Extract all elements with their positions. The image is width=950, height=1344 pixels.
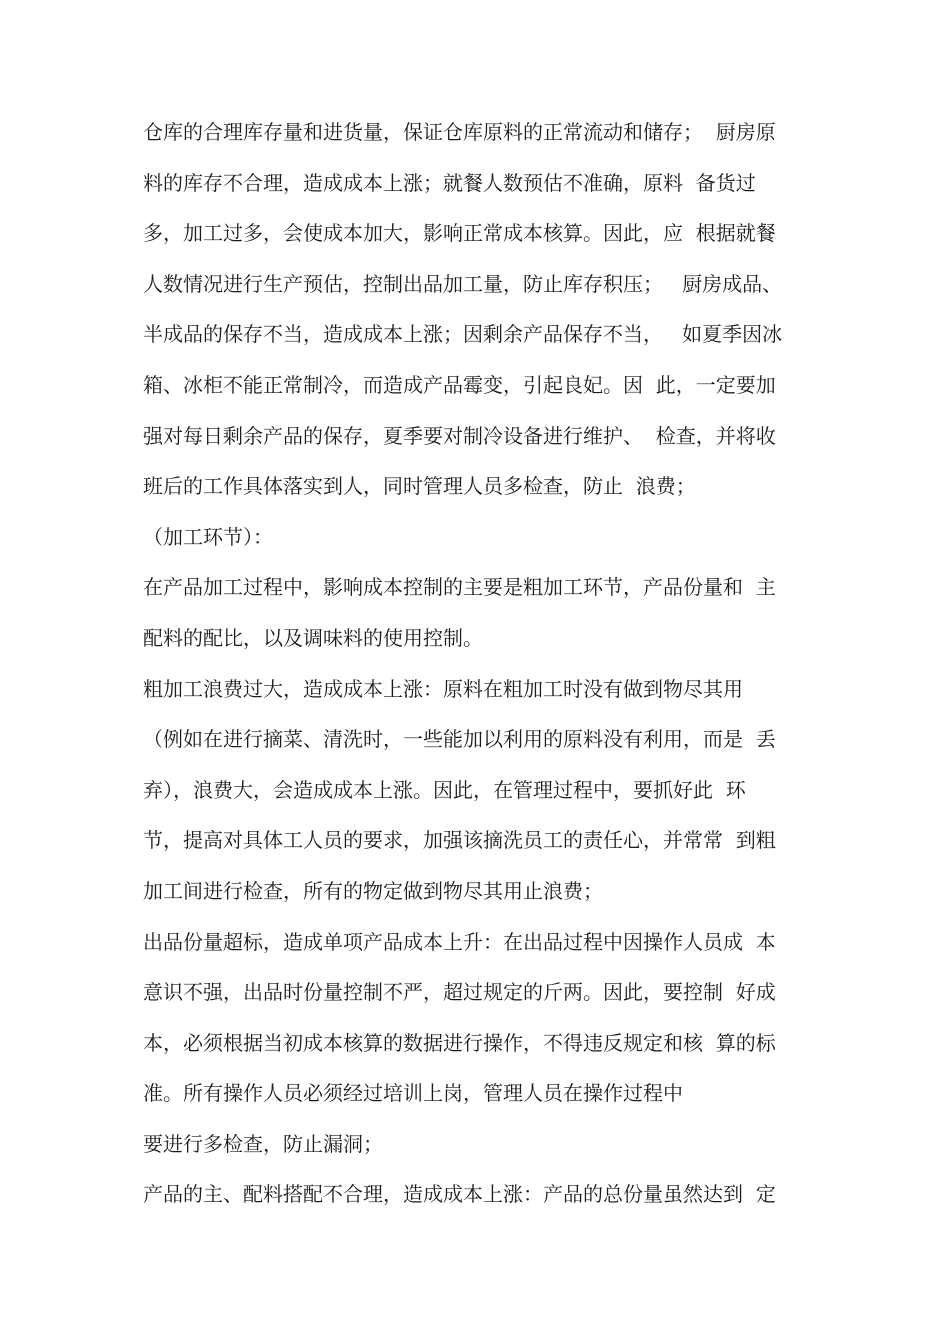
- text-line: 料的库存不合理，造成成本上涨；就餐人数预估不准确，原料 备货过: [143, 170, 756, 195]
- text-line: 弃），浪费大，会造成成本上涨。因此，在管理过程中，要抓好此 环: [143, 777, 746, 802]
- text-line: 箱、冰柜不能正常制冷，而造成产品霉变，引起良妃。因 此，一定要加: [143, 372, 776, 397]
- text-line: （例如在进行摘菜、清洗时，一些能加以利用的原料没有利用，而是 丢: [143, 727, 776, 752]
- text-line: 半成品的保存不当，造成成本上涨；因剩余产品保存不当， 如夏季因冰: [143, 322, 783, 347]
- text-line: 准。所有操作人员必须经过培训上岗，管理人员在操作过程中: [143, 1081, 683, 1106]
- text-line: 要进行多检查，防止漏洞；: [143, 1131, 383, 1156]
- text-line: 在产品加工过程中，影响成本控制的主要是粗加工环节，产品份量和 主: [143, 575, 776, 600]
- text-line: 本，必须根据当初成本核算的数据进行操作，不得违反规定和核 算的标: [143, 1030, 776, 1055]
- text-line: 人数情况进行生产预估，控制出品加工量，防止库存积压； 厨房成品、: [143, 271, 783, 296]
- text-line: 意识不强，出品时份量控制不严，超过规定的斤两。因此，要控制 好成: [143, 980, 776, 1005]
- text-line: 多，加工过多，会使成本加大，影响正常成本核算。因此，应 根据就餐: [143, 221, 776, 246]
- text-line: 出品份量超标，造成单项产品成本上升：在出品过程中因操作人员成 本: [143, 929, 776, 954]
- text-line: 粗加工浪费过大，造成成本上涨：原料在粗加工时没有做到物尽其用: [143, 676, 743, 701]
- text-line: 仓库的合理库存量和进货量，保证仓库原料的正常流动和储存； 厨房原: [143, 120, 776, 144]
- text-line: 强对每日剩余产品的保存，夏季要对制冷设备进行维护、 检查，并将收: [143, 423, 776, 448]
- text-line: 班后的工作具体落实到人，同时管理人员多检查，防止 浪费；: [143, 474, 696, 499]
- text-line: 配料的配比，以及调味料的使用控制。: [143, 625, 483, 650]
- body-text: [143, 120, 833, 1233]
- text-line: 产品的主、配料搭配不合理，造成成本上涨：产品的总份量虽然达到 定: [143, 1182, 776, 1207]
- text-line: （加工环节）：: [143, 524, 273, 549]
- text-line: 节，提高对具体工人员的要求，加强该摘洗员工的责任心，并常常 到粗: [143, 828, 776, 853]
- text-line: 加工间进行检查，所有的物定做到物尽其用止浪费；: [143, 878, 603, 903]
